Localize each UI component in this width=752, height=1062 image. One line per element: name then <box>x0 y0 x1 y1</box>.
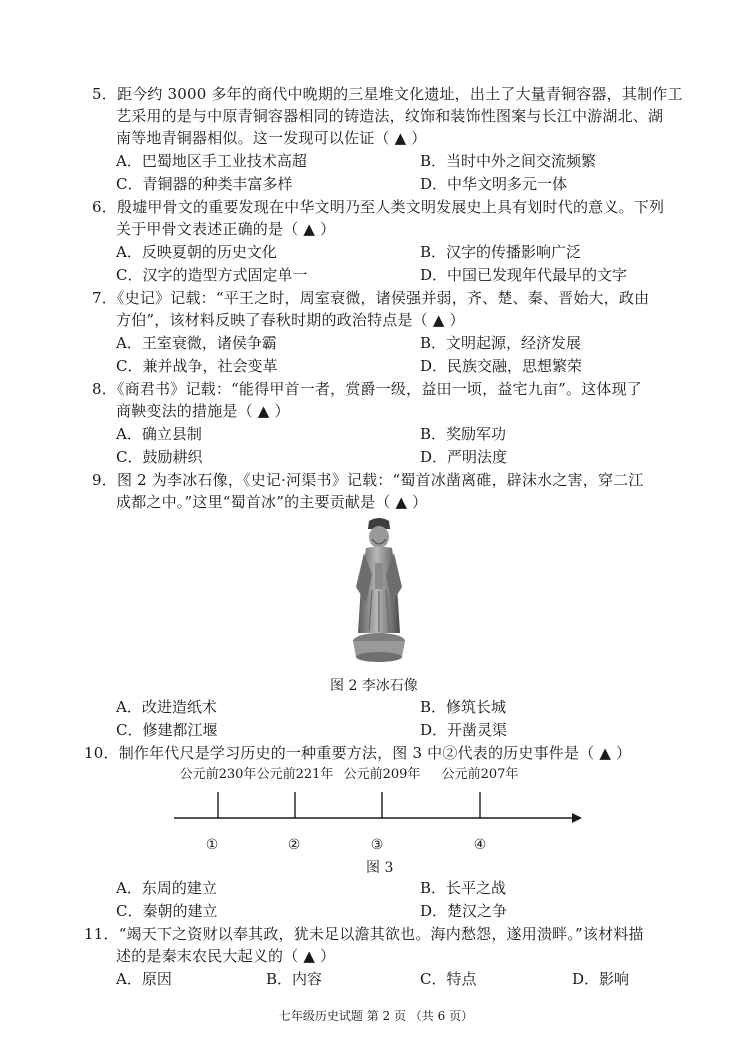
timeline-figure-3 <box>168 764 588 854</box>
figure-2-caption: 图 2 李冰石像 <box>330 678 418 694</box>
figure-3-caption: 图 3 <box>366 860 394 876</box>
q8-option-b[interactable]: B．奖励军功 <box>420 425 507 443</box>
li-bing-statue-image <box>344 515 414 665</box>
q8-option-c[interactable]: C．鼓励耕织 <box>116 448 203 466</box>
q5-line-2: 艺采用的是与中原青铜容器相同的铸造法，纹饰和装饰性图案与长江中游湖北、湖 <box>116 107 664 125</box>
q6-option-b[interactable]: B．汉字的传播影响广泛 <box>420 243 582 261</box>
q5-line-1: 5．距今约 3000 多年的商代中晚期的三星堆文化遗址，出土了大量青铜容器，其制作工 <box>92 85 683 103</box>
q10-option-c[interactable]: C．秦朝的建立 <box>116 902 218 920</box>
q8-line-2: 商鞅变法的措施是（ ▲ ） <box>116 402 290 420</box>
q8-option-a[interactable]: A．确立县制 <box>116 425 202 443</box>
q9-option-d[interactable]: D．开凿灵渠 <box>420 721 508 739</box>
page-footer: 七年级历史试题 第 2 页 （共 6 页） <box>278 1009 474 1023</box>
q9-option-b[interactable]: B．修筑长城 <box>420 698 507 716</box>
q10-option-b[interactable]: B．长平之战 <box>420 879 507 897</box>
timeline-marker-1: ① <box>205 837 219 853</box>
timeline-year-4: 公元前207年 <box>441 767 519 782</box>
q8-line-1: 8．《商君书》记载：“能得甲首一者，赏爵一级，益田一顷，益宅九亩”。这体现了 <box>92 380 642 398</box>
q10-line-1: 10．制作年代尺是学习历史的一种重要方法，图 3 中②代表的历史事件是（ ▲ ） <box>84 744 632 762</box>
q11-line-2: 述的是秦末农民大起义的（ ▲ ） <box>116 947 336 965</box>
q6-option-c[interactable]: C．汉字的造型方式固定单一 <box>116 266 308 284</box>
q7-line-1: 7．《史记》记载：“平王之时，周室衰微，诸侯强并弱，齐、楚、秦、晋始大，政由 <box>92 289 650 307</box>
q5-option-b[interactable]: B．当时中外之间交流频繁 <box>420 152 597 170</box>
q7-option-d[interactable]: D．民族交融，思想繁荣 <box>420 357 583 375</box>
q7-option-b[interactable]: B．文明起源，经济发展 <box>420 334 582 352</box>
timeline-year-2: 公元前221年 <box>256 767 334 782</box>
timeline-year-3: 公元前209年 <box>343 767 421 782</box>
q9-line-1: 9．图 2 为李冰石像，《史记·河渠书》记载：“蜀首冰凿离碓，辟沫水之害，穿二江 <box>92 471 644 489</box>
q6-option-d[interactable]: D．中国已发现年代最早的文字 <box>420 266 628 284</box>
q7-option-c[interactable]: C．兼并战争，社会变革 <box>116 357 278 375</box>
q11-option-c[interactable]: C．特点 <box>420 970 477 988</box>
q11-option-b[interactable]: B．内容 <box>266 970 323 988</box>
q9-line-2: 成都之中。”这里“蜀首冰”的主要贡献是（ ▲ ） <box>116 493 428 511</box>
q6-line-2: 关于甲骨文表述正确的是（ ▲ ） <box>116 220 336 238</box>
q6-line-1: 6．殷墟甲骨文的重要发现在中华文明乃至人类文明发展史上具有划时代的意义。下列 <box>92 198 665 216</box>
timeline-year-1: 公元前230年 <box>179 767 257 782</box>
timeline-marker-4: ④ <box>473 837 487 853</box>
timeline-marker-3: ③ <box>370 837 384 853</box>
timeline-arrow-icon <box>572 813 582 823</box>
q8-option-d[interactable]: D．严明法度 <box>420 448 508 466</box>
q5-option-d[interactable]: D．中华文明多元一体 <box>420 175 568 193</box>
q5-option-a[interactable]: A．巴蜀地区手工业技术高超 <box>116 152 307 170</box>
q10-option-d[interactable]: D．楚汉之争 <box>420 902 508 920</box>
q10-option-a[interactable]: A．东周的建立 <box>116 879 217 897</box>
q7-line-2: 方伯”，该材料反映了春秋时期的政治特点是（ ▲ ） <box>116 311 465 329</box>
q5-option-c[interactable]: C．青铜器的种类丰富多样 <box>116 175 293 193</box>
timeline-marker-2: ② <box>287 837 301 853</box>
q9-option-c[interactable]: C．修建都江堰 <box>116 721 218 739</box>
q6-option-a[interactable]: A．反映夏朝的历史文化 <box>116 243 277 261</box>
q9-option-a[interactable]: A．改进造纸术 <box>116 698 217 716</box>
q11-option-a[interactable]: A．原因 <box>116 970 172 988</box>
q11-line-1: 11．“竭天下之资财以奉其政，犹未足以澹其欲也。海内愁怨，遂用溃畔。”该材料描 <box>84 925 644 943</box>
q11-option-d[interactable]: D．影响 <box>572 970 630 988</box>
q7-option-a[interactable]: A．王室衰微，诸侯争霸 <box>116 334 277 352</box>
q5-line-3: 南等地青铜器相似。这一发现可以佐证（ ▲ ） <box>116 129 427 147</box>
